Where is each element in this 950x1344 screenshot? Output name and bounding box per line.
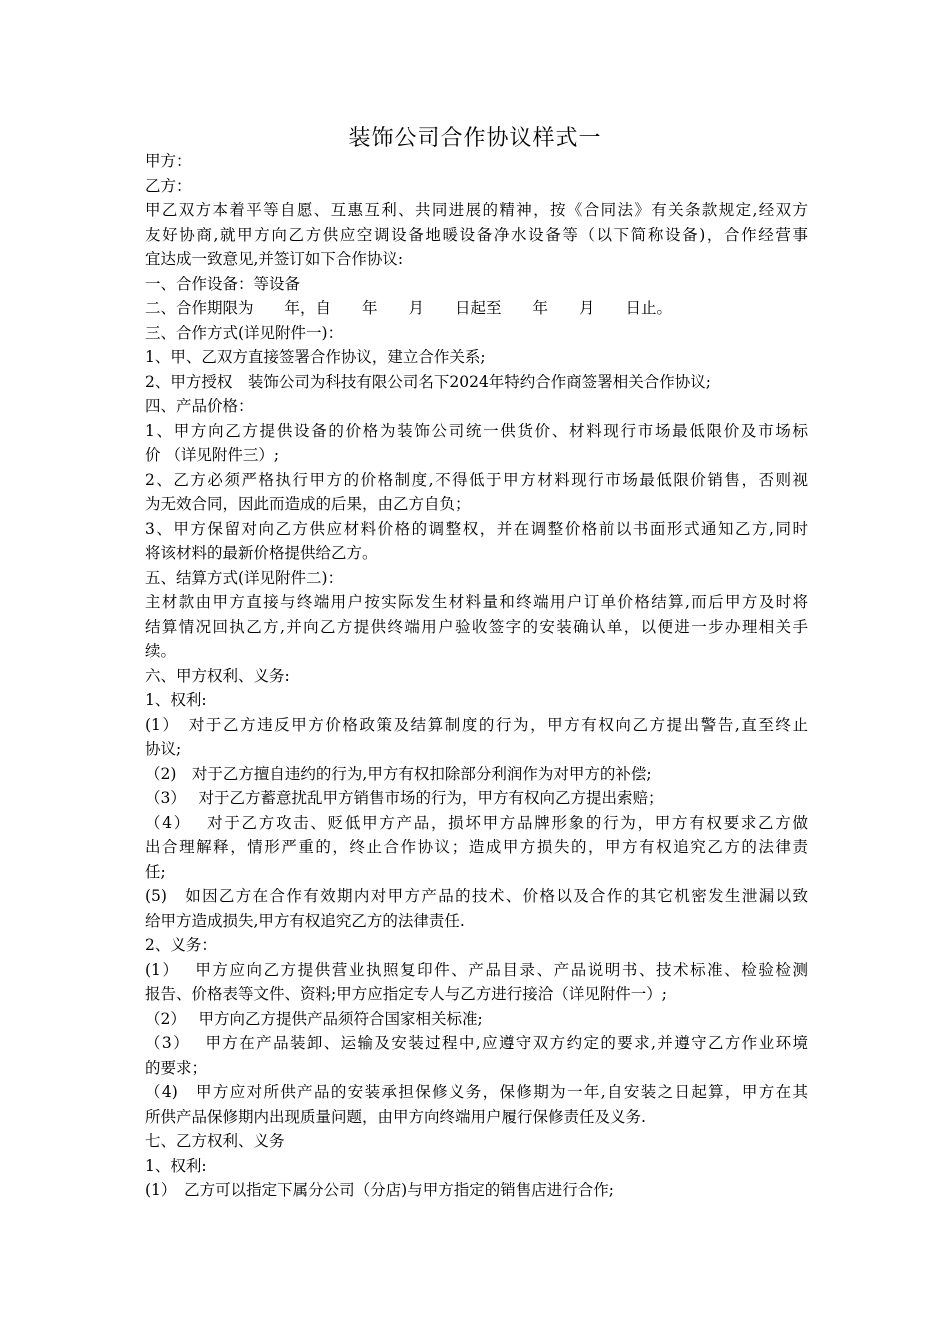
clause-line: 价 （详见附件三）;	[145, 446, 280, 464]
section-heading: 七、乙方权利、义务	[145, 1132, 285, 1150]
clause-line: 报告、价格表等文件、资料;甲方应指定专人与乙方进行接洽（详见附件一）;	[145, 985, 667, 1003]
subsection-heading: 1、权利:	[145, 1156, 207, 1175]
preamble-line: 甲乙双方本着平等自愿、互惠互利、共同进展的精神，按《合同法》有关条款规定,经双方	[145, 201, 808, 219]
section-heading: 四、产品价格：	[145, 397, 254, 415]
clause-line: (1） 对于乙方违反甲方价格政策及结算制度的行为，甲方有权向乙方提出警告,直至终止	[145, 715, 808, 734]
clause-line: 协议;	[145, 740, 182, 758]
clause-line: （2） 甲方向乙方提供产品须符合国家相关标准;	[145, 1009, 483, 1028]
preamble-line: 宜达成一致意见,并签订如下合作协议:	[145, 250, 404, 268]
section-heading: 五、结算方式(详见附件二)：	[145, 568, 344, 587]
clause-line: 出合理解释，情形严重的，终止合作协议；造成甲方损失的，甲方有权追究乙方的法律责	[145, 838, 808, 856]
subsection-heading: 2、义务：	[145, 936, 217, 954]
clause-line: 2、甲方授权 装饰公司为科技有限公司名下2024年特约合作商签署相关合作协议;	[145, 372, 712, 391]
clause-line: 结算情况回执乙方,并向乙方提供终端用户验收签字的安装确认单，以便进一步办理相关手	[145, 617, 808, 636]
clause-line: 将该材料的最新价格提供给乙方。	[145, 544, 378, 562]
preamble-line: 友好协商,就甲方向乙方供应空调设备地暖设备净水设备等（以下简称设备)，合作经营事	[145, 225, 808, 244]
section-heading: 六、甲方权利、义务:	[145, 666, 290, 685]
section-heading: 三、合作方式(详见附件一)：	[145, 323, 344, 342]
party-b-line: 乙方：	[145, 176, 192, 195]
clause-line: （2) 对于乙方擅自违约的行为,甲方有权扣除部分利润作为对甲方的补偿;	[145, 764, 652, 783]
clause-line: 3、甲方保留对向乙方供应材料价格的调整权，并在调整价格前以书面形式通知乙方,同时	[145, 519, 808, 538]
party-a-line: 甲方：	[145, 152, 192, 170]
clause-line: （4） 对于乙方攻击、贬低甲方产品，损坏甲方品牌形象的行为，甲方有权要求乙方做	[145, 813, 808, 832]
clause-line: 续。	[145, 642, 177, 660]
clause-line: （3） 对于乙方蓄意扰乱甲方销售市场的行为，甲方有权向乙方提出索赔；	[145, 789, 664, 807]
clause-line: 1、甲方向乙方提供设备的价格为装饰公司统一供货价、材料现行市场最低限价及市场标	[145, 421, 808, 440]
clause-line: （3） 甲方在产品装卸、运输及安装过程中,应遵守双方约定的要求,并遵守乙方作业环境	[145, 1034, 808, 1052]
clause-line: 任;	[145, 862, 166, 881]
clause-line: (1） 乙方可以指定下属分公司（分店)与甲方指定的销售店进行合作;	[145, 1181, 614, 1199]
clause-line: 1、甲、乙双方直接签署合作协议，建立合作关系;	[145, 348, 486, 366]
clause-line: (1） 甲方应向乙方提供营业执照复印件、产品目录、产品说明书、技术标准、检验检测	[145, 960, 808, 979]
clause-line: 主材款由甲方直接与终端用户按实际发生材料量和终端用户订单价格结算,而后甲方及时将	[145, 593, 808, 611]
subsection-heading: 1、权利:	[145, 691, 207, 709]
clause-line: (5) 如因乙方在合作有效期内对甲方产品的技术、价格以及合作的其它机密发生泄漏以致	[145, 887, 808, 905]
clause-line: 2、乙方必须严格执行甲方的价格制度,不得低于甲方材料现行市场最低限价销售，否则视	[145, 470, 808, 489]
clause-line: 的要求；	[145, 1058, 208, 1077]
clause-line: 所供产品保修期内出现质量问题，由甲方向终端用户履行保修责任及义务.	[145, 1107, 646, 1126]
document-title: 装饰公司合作协议样式一	[348, 126, 602, 151]
clause-line: 给甲方造成损失,甲方有权追究乙方的法律责任.	[145, 911, 465, 930]
clause-line: 为无效合同，因此而造成的后果，由乙方自负；	[145, 495, 471, 513]
section-heading: 一、合作设备：等设备	[145, 274, 301, 293]
section-heading: 二、合作期限为 年，自 年 月 日起至 年 月 日止。	[145, 299, 673, 317]
document-body	[145, 149, 808, 1203]
clause-line: （4) 甲方应对所供产品的安装承担保修义务，保修期为一年,自安装之日起算，甲方在其	[145, 1083, 808, 1101]
